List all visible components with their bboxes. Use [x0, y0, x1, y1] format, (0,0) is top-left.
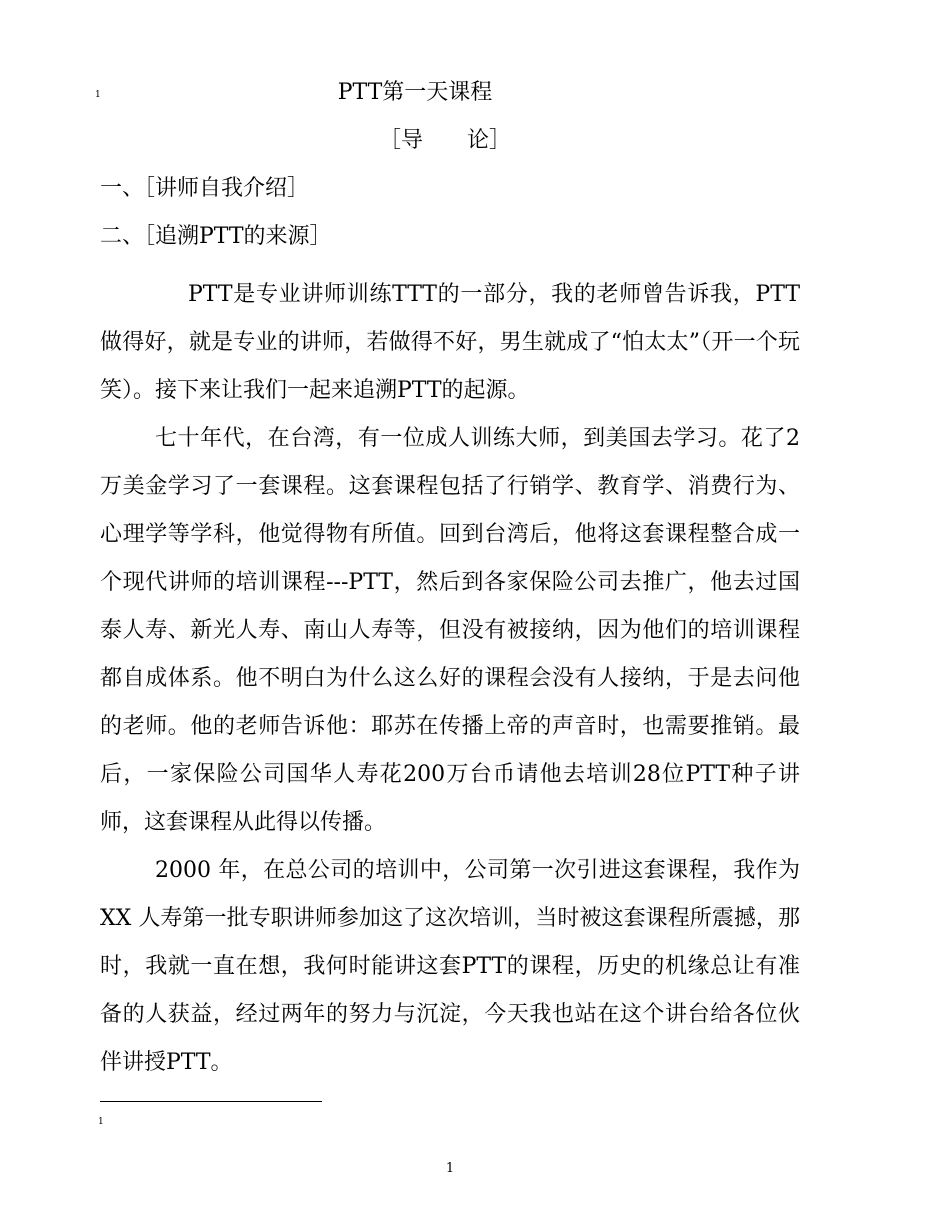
footnote-separator [100, 1101, 322, 1102]
footnote-marker-bottom: 1 [98, 1117, 104, 1127]
heading-ptt-origin: 二、［追溯PTT的来源］ [100, 224, 332, 249]
paragraph: 2000 年，在总公司的培训中，公司第一次引进这套课程，我作为 XX 人寿第一批专职讲师参加这了这次培训，当时被这套课程所震撼，那时，我就一直在想，我何时能讲这套PTT的课程，历史的机缘总让有准备的人获益，经过两年的努力与沉淀，今天我也站在这个讲台给各位伙伴讲授PTT。 [100, 858, 800, 1075]
heading-instructor-intro: 一、［讲师自我介绍］ [100, 176, 310, 201]
page-number: 1 [445, 1161, 455, 1176]
footnote-marker-top: 1 [95, 90, 101, 100]
page-title [0, 78, 830, 108]
paragraph: 七十年代，在台湾，有一位成人训练大师，到美国去学习。花了2 万美金学习了一套课程。这套课程包括了行销学、教育学、消费行为、心理学等学科，他觉得物有所值。回到台湾后，他将这套课程整合成一个现代讲师的培训课程---PTT，然后到各家保险公司去推广，他去过国泰人寿、新光人寿、南山人寿等，但没有被接纳，因为他们的培训课程都自成体系。他不明白为什么这么好的课程会没有人接纳，于是去问他的老师。他的老师告诉他：耶苏在传播上帝的声音时，也需要推销。最后，一家保险公司国华人寿花200万台币请他去培训28位PTT种子讲师，这套课程从此得以传播。 [100, 426, 800, 835]
page-title-text: PTT第一天课程 [337, 80, 493, 105]
paragraph: PTT是专业讲师训练TTT的一部分，我的老师曾告诉我，PTT做得好，就是专业的讲师，若做得不好，男生就成了“怕太太”（开一个玩笑）。接下来让我们一起来追溯PTT的起源。 [100, 282, 800, 403]
body-text [100, 271, 800, 1087]
section-subtitle: ［导 论］ [378, 128, 511, 153]
